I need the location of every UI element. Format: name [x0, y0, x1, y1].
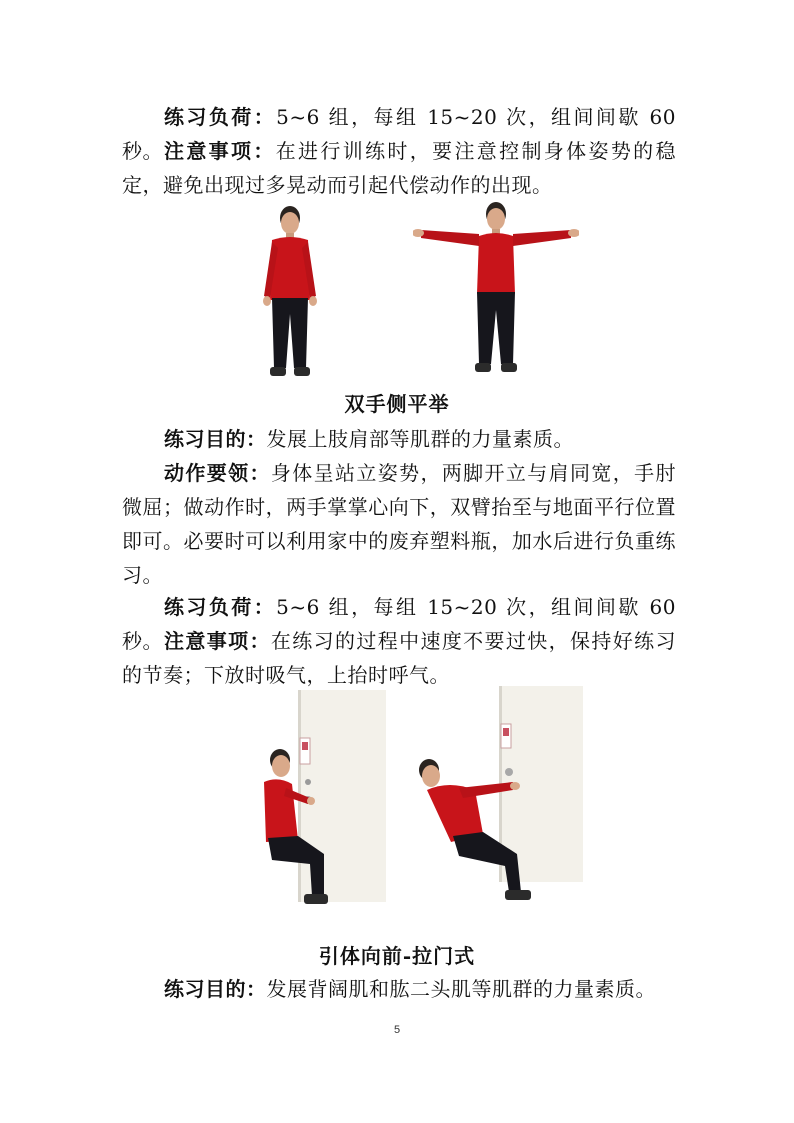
purpose-text: 发展背阔肌和肱二头肌等肌群的力量素质。	[266, 977, 656, 1001]
purpose-paragraph-3	[122, 972, 676, 1006]
load-label: 练习负荷：	[164, 105, 277, 129]
caution-label: 注意事项：	[164, 139, 276, 163]
caption-lateral-raise: 双手侧平举	[344, 392, 450, 416]
purpose-label: 练习目的：	[164, 977, 267, 1001]
caution-label: 注意事项：	[164, 629, 271, 653]
caption-door-pull: 引体向前-拉门式	[318, 944, 476, 968]
essentials-label: 动作要领：	[164, 461, 271, 485]
photo-door-pull-leaning	[413, 686, 585, 918]
page-number: 5	[393, 1024, 401, 1036]
photo-door-pull-upright	[258, 690, 388, 922]
caution-paragraph-2	[122, 624, 676, 692]
load-text: 5~6 组，每组 15~20 次，组间间歇 60 秒。	[122, 105, 676, 163]
purpose-text: 发展上肢肩部等肌群的力量素质。	[266, 427, 574, 451]
purpose-paragraph-2	[122, 422, 676, 456]
photo-arms-raised	[413, 200, 579, 378]
caution-paragraph-1	[122, 134, 676, 202]
essentials-paragraph-2	[122, 456, 676, 592]
purpose-label: 练习目的：	[164, 427, 267, 451]
caution-text: 在进行训练时，要注意控制身体姿势的稳定，避免出现过多晃动而引起代偿动作的出现。	[122, 139, 677, 197]
caution-text: 在练习的过程中速度不要过快，保持好练习的节奏；下放时吸气，上抬时呼气。	[122, 629, 677, 687]
photo-arms-down	[258, 204, 322, 382]
load-label: 练习负荷：	[164, 595, 277, 619]
load-text: 5~6 组，每组 15~20 次，组间间歇 60 秒。	[122, 595, 676, 653]
essentials-text: 身体呈站立姿势，两脚开立与肩同宽，手肘微屈；做动作时，两手掌掌心向下，双臂抬至与地面平行位置即可。必要时可以利用家中的废弃塑料瓶，加水后进行负重练习。	[122, 461, 677, 587]
